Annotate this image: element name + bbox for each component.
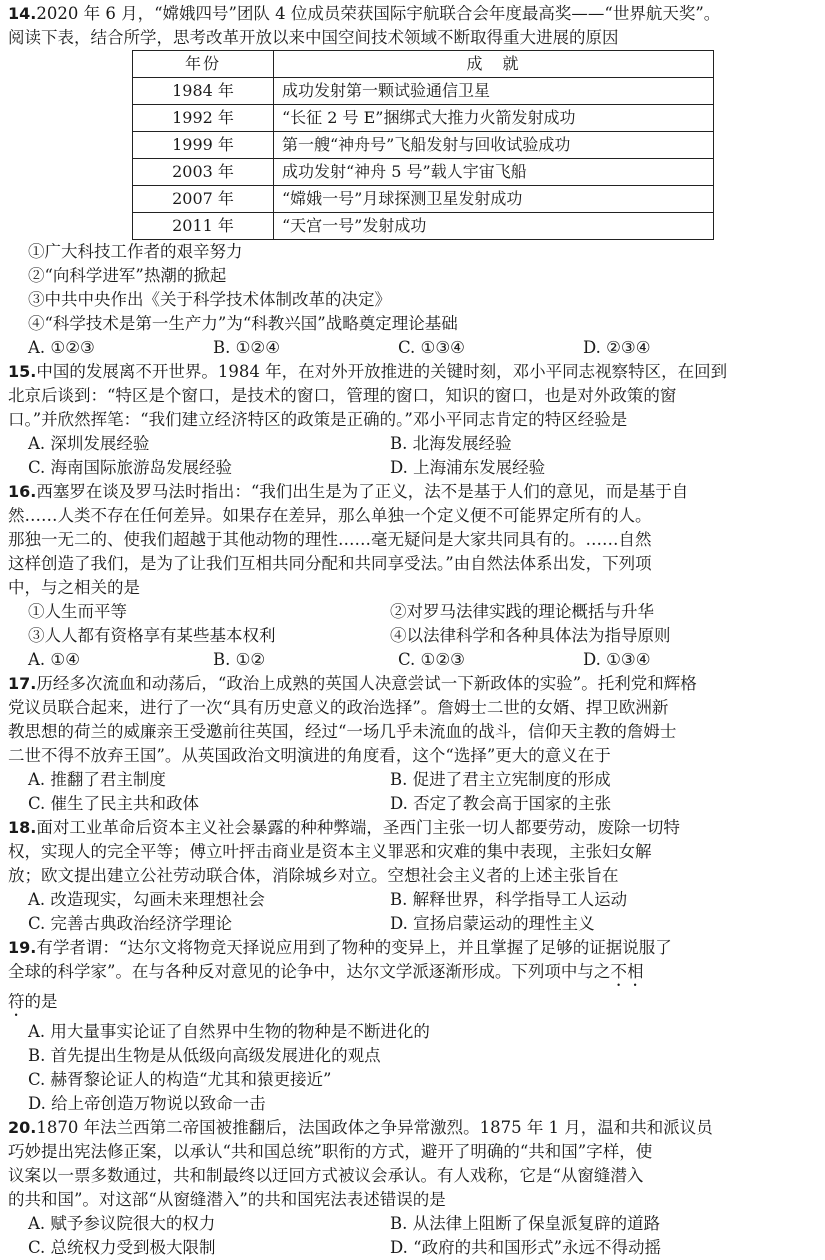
option-a[interactable]: A. 改造现实，勾画未来理想社会	[28, 890, 265, 909]
table-cell-year: 2011 年	[133, 213, 274, 240]
option-b[interactable]: B. 北海发展经验	[390, 434, 512, 453]
question-stem: 历经多次流血和动荡后，“政治上成熟的英国人决意尝试一下新政体的实验”。托利党和辉格	[36, 674, 697, 693]
question-14	[8, 2, 815, 360]
question-number: 18.	[8, 818, 37, 837]
question-stem: 党议员联合起来，进行了一次“具有历史意义的政治选择”。詹姆士二世的女婿、捍卫欧洲新	[8, 698, 669, 717]
option-d[interactable]: D. ②③④	[583, 338, 651, 357]
question-stem: 面对工业革命后资本主义社会暴露的种种弊端，圣西门主张一切人都要劳动，废除一切特	[36, 818, 680, 837]
question-stem: 议案以一票多数通过，共和制最终以迂回方式被议会承认。有人戏称，它是“从窗缝潜入	[8, 1166, 644, 1185]
question-stem: 这样创造了我们，是为了让我们互相共同分配和共同享受法。”由自然法体系出发，下列项	[8, 554, 652, 573]
option-b[interactable]: B. ①②	[213, 650, 266, 669]
statement-item: ①人生而平等	[28, 602, 127, 621]
option-c[interactable]: C. ①②③	[398, 650, 465, 669]
achievements-table	[132, 50, 714, 240]
answer-options	[8, 768, 815, 816]
answer-options	[8, 888, 815, 936]
question-stem: 的共和国”。对这部“从窗缝潜入”的共和国宪法表述错误的是	[8, 1190, 446, 1209]
question-number: 16.	[8, 482, 37, 501]
option-d[interactable]: D. 宣扬启蒙运动的理性主义	[390, 914, 595, 933]
option-a[interactable]: A. ①②③	[28, 338, 95, 357]
option-a[interactable]: A. 推翻了君主制度	[28, 770, 166, 789]
table-row	[133, 132, 714, 159]
statement-item: ②对罗马法律实践的理论概括与升华	[390, 602, 654, 621]
question-number: 15.	[8, 362, 37, 381]
statement-item: ③中共中央作出《关于科学技术体制改革的决定》	[28, 290, 391, 309]
question-stem: 然……人类不存在任何差异。如果存在差异，那么单独一个定义便不可能界定所有的人。	[8, 506, 652, 525]
statement-item: ③人人都有资格享有某些基本权利	[28, 626, 276, 645]
answer-options	[8, 336, 815, 360]
option-c[interactable]: C. ①③④	[398, 338, 465, 357]
statement-item: ④“科学技术是第一生产力”为“科教兴国”战略奠定理论基础	[28, 314, 458, 333]
table-row	[133, 159, 714, 186]
question-stem: 口。”并欣然挥笔：“我们建立经济特区的政策是正确的。”邓小平同志肯定的特区经验是	[8, 410, 628, 429]
table-cell-year: 1992 年	[133, 105, 274, 132]
question-stem: 北京后谈到：“特区是个窗口，是技术的窗口，管理的窗口，知识的窗口，也是对外政策的窗	[8, 386, 677, 405]
question-stem: 中国的发展离不开世界。1984 年，在对外开放推进的关键时刻，邓小平同志视察特区，在回到	[36, 362, 728, 381]
option-a[interactable]: A. 赋予参议院很大的权力	[28, 1214, 216, 1233]
question-16	[8, 480, 815, 672]
option-b[interactable]: B. 首先提出生物是从低级向高级发展进化的观点	[28, 1046, 381, 1065]
emphasis-text: 不相	[610, 962, 644, 981]
table-cell-achievement: 成功发射第一颗试验通信卫星	[274, 78, 714, 105]
question-stem: 的是	[24, 992, 58, 1011]
option-d[interactable]: D. 否定了教会高于国家的主张	[390, 794, 612, 813]
question-stem: 权，实现人的完全平等；傅立叶抨击商业是资本主义罪恶和灾难的集中表现，主张妇女解	[8, 842, 652, 861]
question-number: 17.	[8, 674, 37, 693]
question-stem: 巧妙提出宪法修正案，以承认“共和国总统”职衔的方式，避开了明确的“共和国”字样，使	[8, 1142, 653, 1161]
question-number: 19.	[8, 938, 37, 957]
table-row	[133, 186, 714, 213]
question-stem: 教思想的荷兰的威廉亲王受邀前往英国，经过“一场几乎未流血的战斗，信仰天主教的詹姆士	[8, 722, 677, 741]
option-d[interactable]: D. 上海浦东发展经验	[390, 458, 546, 477]
answer-options	[8, 1212, 815, 1260]
table-cell-year: 2007 年	[133, 186, 274, 213]
question-18	[8, 816, 815, 936]
option-d[interactable]: D. ①③④	[583, 650, 651, 669]
option-b[interactable]: B. ①②④	[213, 338, 280, 357]
table-cell-year: 2003 年	[133, 159, 274, 186]
answer-options	[8, 432, 815, 480]
table-cell-achievement: “长征 2 号 E”捆绑式大推力火箭发射成功	[274, 105, 714, 132]
option-a[interactable]: A. 用大量事实论证了自然界中生物的物种是不断进化的	[28, 1022, 430, 1041]
table-row	[133, 78, 714, 105]
option-c[interactable]: C. 催生了民主共和政体	[28, 794, 200, 813]
statement-item: ①广大科技工作者的艰辛努力	[28, 242, 243, 261]
answer-options	[8, 648, 815, 672]
question-stem: 那独一无二的、使我们超越于其他动物的理性……毫无疑问是大家共同具有的。……自然	[8, 530, 652, 549]
option-c[interactable]: C. 完善古典政治经济学理论	[28, 914, 233, 933]
option-b[interactable]: B. 解释世界，科学指导工人运动	[390, 890, 628, 909]
table-header-achievement: 成 就	[274, 51, 714, 78]
question-number: 14.	[8, 4, 37, 23]
option-c[interactable]: C. 赫胥黎论证人的构造“尤其和猿更接近”	[28, 1070, 332, 1089]
question-stem: 2020 年 6 月，“嫦娥四号”团队 4 位成员荣获国际宇航联合会年度最高奖——“世界航天奖”。	[36, 4, 721, 23]
question-19	[8, 936, 815, 1116]
table-row	[133, 213, 714, 240]
table-cell-achievement: 成功发射“神舟 5 号”载人宇宙飞船	[274, 159, 714, 186]
question-stem: 西塞罗在谈及罗马法时指出：“我们出生是为了正义，法不是基于人们的意见，而是基于自	[36, 482, 689, 501]
table-cell-achievement: “嫦娥一号”月球探测卫星发射成功	[274, 186, 714, 213]
table-row	[133, 105, 714, 132]
question-17	[8, 672, 815, 816]
option-a[interactable]: A. ①④	[28, 650, 80, 669]
question-stem: 中，与之相关的是	[8, 578, 140, 597]
table-cell-achievement: “天宫一号”发射成功	[274, 213, 714, 240]
option-b[interactable]: B. 促进了君主立宪制度的形成	[390, 770, 611, 789]
table-cell-achievement: 第一艘“神舟号”飞船发射与回收试验成功	[274, 132, 714, 159]
statement-item: ④以法律科学和各种具体法为指导原则	[390, 626, 671, 645]
question-20	[8, 1116, 815, 1260]
question-15	[8, 360, 815, 480]
table-header-year: 年份	[133, 51, 274, 78]
question-stem: 二世不得不放弃王国”。从英国政治文明演进的角度看，这个“选择”更大的意义在于	[8, 746, 611, 765]
question-stem: 放；欧文提出建立公社劳动联合体，消除城乡对立。空想社会主义者的上述主张旨在	[8, 866, 619, 885]
question-stem: 有学者谓：“达尔文将物竞天择说应用到了物种的变异上，并且掌握了足够的证据说服了	[36, 938, 672, 957]
option-c[interactable]: C. 海南国际旅游岛发展经验	[28, 458, 233, 477]
table-header-row	[133, 51, 714, 78]
table-cell-year: 1999 年	[133, 132, 274, 159]
question-stem: 1870 年法兰西第二帝国被推翻后，法国政体之争异常激烈。1875 年 1 月，温和共和派议员	[36, 1118, 713, 1137]
question-stem: 阅读下表，结合所学，思考改革开放以来中国空间技术领域不断取得重大进展的原因	[8, 28, 619, 47]
option-d[interactable]: D. “政府的共和国形式”永远不得动摇	[390, 1238, 662, 1257]
question-number: 20.	[8, 1118, 37, 1137]
statement-items	[8, 600, 815, 648]
statement-item: ②“向科学进军”热潮的掀起	[28, 266, 227, 285]
option-a[interactable]: A. 深圳发展经验	[28, 434, 150, 453]
question-stem: 全球的科学家”。在与各种反对意见的论争中，达尔文学派逐渐形成。下列项中与之	[8, 962, 611, 981]
option-b[interactable]: B. 从法律上阻断了保皇派复辟的道路	[390, 1214, 661, 1233]
option-d[interactable]: D. 给上帝创造万物说以致命一击	[28, 1094, 266, 1113]
emphasis-text: 符	[8, 992, 25, 1011]
table-cell-year: 1984 年	[133, 78, 274, 105]
option-c[interactable]: C. 总统权力受到极大限制	[28, 1238, 216, 1257]
